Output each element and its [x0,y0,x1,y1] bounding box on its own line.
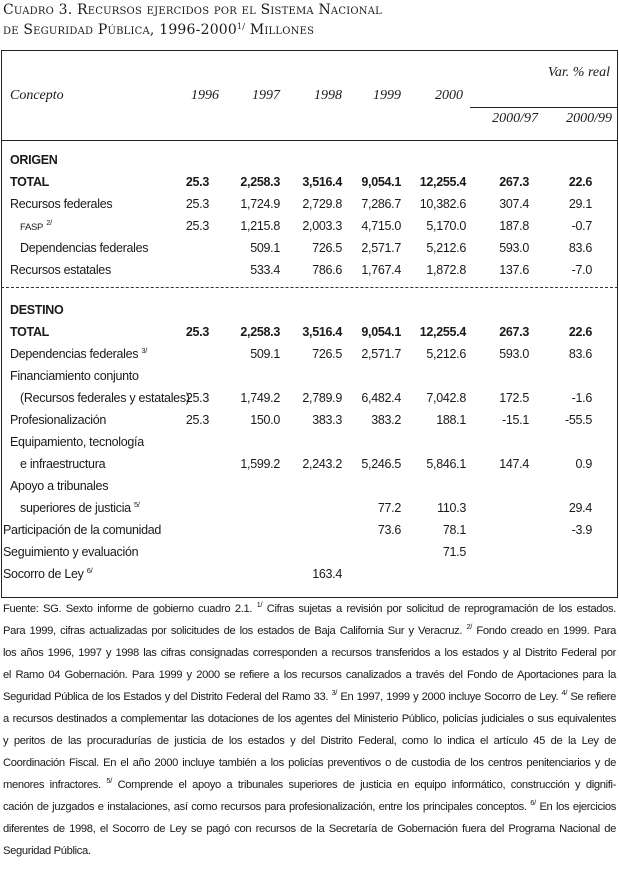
table-cell [466,365,529,387]
row-label [10,453,180,475]
footnote-line [3,708,616,730]
footnote-text: Comprende el apoyo a tribunales superiores de justicia en equipo informático, construcción y dignifi- [111,779,617,791]
title-units: Millones [245,22,315,38]
footnote-text: Coordinación Fiscal. En el año 2000 incluye también a los policías preventivos o de custodia de los centros penitenciarios y de [3,757,616,769]
table-cell: -0.7 [571,219,592,233]
table-cell [180,563,209,585]
row-label-text: superiores de justicia [20,501,131,515]
table-cell: 2,258.3 [240,175,280,189]
table-cell: 533.4 [250,263,280,277]
footnote-line [3,796,616,818]
table-cell: 593.0 [499,241,529,255]
table-cell: 1,599.2 [240,457,280,471]
table-cell: 29.1 [568,197,592,211]
row-label-text: Participación de la comunidad [3,523,162,537]
table-row [10,431,592,453]
table-cell: 12,255.4 [419,325,466,339]
footnote-marker: 6/ [86,566,93,575]
row-label [10,193,180,215]
row-label-text: Recursos estatales [10,263,111,277]
table-cell [209,541,280,563]
table-row [10,387,592,409]
footnote-text: a recursos destinados a complementar las dotaciones de los agentes del Ministerio Público, policías judiciales o sus equivalentes [3,713,616,725]
table-row [10,343,592,365]
footnote-text: Fuente: SG. Sexto informe de gobierno cuadro 2.1. [3,603,257,615]
table-cell: 383.3 [312,413,342,427]
row-label-text: TOTAL [10,325,50,339]
table-row [3,541,592,563]
table-cell: 2,729.8 [302,197,342,211]
table-cell: 12,255.4 [419,175,466,189]
table-cell: 150.0 [250,413,280,427]
footnote-line [3,840,616,862]
table-cell: 267.3 [499,325,529,339]
header-year-2000: 2000 [435,88,463,103]
row-label [10,475,180,497]
table-cell: 172.5 [499,391,529,405]
table-cell: 5,246.5 [361,457,401,471]
table-cell [180,259,209,281]
table-cell: 383.2 [371,413,401,427]
table-row [10,215,592,237]
footnote-text: Se refiere [567,691,616,703]
footnote-text: Cifras sujetas a revisión por solicitud de reprogramación de los estados. [262,603,616,615]
table-cell: 188.1 [436,413,466,427]
footnote-marker: 3/ [141,346,148,355]
table-cell: 267.3 [499,175,529,189]
table-cell: 3,516.4 [302,175,342,189]
row-label-text: FASP [20,222,44,233]
footnote-text: los años 1996, 1997 y 1998 las cifras consignadas corresponden a recursos transferidos a los estados y al Distrito Federal por [3,647,616,659]
footnote-line [3,730,616,752]
table-cell: 5,170.0 [426,219,466,233]
table-cell: 10,382.6 [419,197,466,211]
table-cell: 3,516.4 [302,325,342,339]
table-cell [280,431,342,453]
footnote-line [3,686,616,708]
footnote-line [3,774,616,796]
table-cell [180,541,209,563]
table-cell: 25.3 [185,219,209,233]
table-cell: 25.3 [185,391,209,405]
footnote-text: diferentes de 1998, el Socorro de Ley se pagó con recursos de la Secretaría de Gobernación fuera del Programa Nacional de [3,823,616,835]
footnote-text: el Ramo 04 Gobernación. Para 1999 y 2000 se refiere a los recursos canalizados a través del Fondo de Aportaciones para la [3,669,616,681]
row-label-text: Socorro de Ley [3,567,84,581]
table-cell [180,343,209,365]
footnote-line [3,620,616,642]
row-label [10,237,180,259]
header-var-2000-97: 2000/97 [492,111,538,126]
table-cell [180,431,209,453]
table-cell: 5,846.1 [426,457,466,471]
table-cell: -55.5 [565,413,592,427]
table-cell: 73.6 [377,523,401,537]
table-cell [401,365,466,387]
section-divider [1,287,618,288]
table-row [10,475,592,497]
table-cell: 4,715.0 [361,219,401,233]
row-label [3,541,180,563]
table-cell: 2,243.2 [302,457,342,471]
table-cell: 163.4 [312,567,342,581]
table-row [3,563,592,585]
table-cell: -15.1 [502,413,529,427]
table-cell: 9,054.1 [361,325,401,339]
row-label-text: Profesionalización [10,413,107,427]
section-heading [10,299,592,321]
footnote-line [3,818,616,840]
footnote-text: Fondo creado en 1999. Para [472,625,616,637]
row-label [10,171,180,193]
header-separator [1,140,618,141]
footnote-line [3,752,616,774]
table-row [10,453,592,475]
table-cell [180,365,209,387]
footnote-text: y peritos de las procuradurías de justicia de los estados y del Distrito Federal, como lo indica el artículo 45 de la Ley de [3,735,616,747]
table-cell: 25.3 [185,413,209,427]
row-label [10,431,180,453]
table-cell: 5,212.6 [426,347,466,361]
row-label-text: e infraestructura [20,457,106,471]
header-var-underline [470,107,617,108]
table-footnotes [3,598,616,862]
section-label: DESTINO [10,303,64,317]
footnote-text: En los ejercicios [535,801,617,813]
table-cell: 1,872.8 [426,263,466,277]
footnote-marker: 6/ [530,798,536,807]
table-cell: 137.6 [499,263,529,277]
table-row [10,365,592,387]
table-row [10,497,592,519]
table-cell: 25.3 [185,197,209,211]
header-year-1997: 1997 [252,88,280,103]
table-cell [466,519,529,541]
table-cell [401,431,466,453]
table-cell [401,475,466,497]
header-var-2000-99: 2000/99 [566,111,612,126]
title-footnote-marker: 1/ [237,22,246,31]
table-cell [180,475,209,497]
table-cell: 509.1 [250,347,280,361]
table-cell: 593.0 [499,347,529,361]
table-cell: 6,482.4 [361,391,401,405]
table-cell [180,519,209,541]
table-cell [342,475,401,497]
row-label [10,321,180,343]
row-label [10,387,190,409]
table-cell [529,365,592,387]
table-cell: 78.1 [442,523,466,537]
table-cell [280,541,342,563]
table-cell: 2,571.7 [361,347,401,361]
row-label [10,409,180,431]
row-label-text: Seguimiento y evaluación [3,545,139,559]
section-label: ORIGEN [10,153,58,167]
row-label [10,365,180,387]
table-cell [280,497,342,519]
table-cell: 726.5 [312,347,342,361]
row-label-text: Apoyo a tribunales [10,479,109,493]
footnote-marker: 5/ [106,776,112,785]
table-cell: 307.4 [499,197,529,211]
table-cell: 29.4 [568,501,592,515]
table-row [10,193,592,215]
row-label [10,259,180,281]
table-cell [209,519,280,541]
table-cell [209,497,280,519]
table-cell: -3.9 [571,523,592,537]
table-cell [180,237,209,259]
table-cell: 5,212.6 [426,241,466,255]
table-cell: 25.3 [185,175,209,189]
table-cell: -1.6 [571,391,592,405]
table-cell [209,365,280,387]
table-row [10,409,592,431]
table-cell: 83.6 [568,241,592,255]
table-cell: 2,789.9 [302,391,342,405]
table-cell [342,563,401,585]
table-cell: 1,749.2 [240,391,280,405]
table-cell [529,541,592,563]
table-cell [466,541,529,563]
table-row [3,519,592,541]
table-cell [280,519,342,541]
table-cell [209,431,280,453]
table-cell: 786.6 [312,263,342,277]
table-cell: 83.6 [568,347,592,361]
row-label-text: Dependencias federales [20,241,149,255]
table-cell [466,497,529,519]
footnote-text: Para 1999, cifras actualizadas por solicitudes de los estados de Baja California Sur y Veracruz. [3,625,467,637]
table-title-line-2 [3,22,314,38]
header-year-1999: 1999 [373,88,401,103]
header-var-real: Var. % real [547,65,610,80]
table-cell [529,431,592,453]
footnote-line [3,642,616,664]
table-row [10,171,592,193]
header-year-1996: 1996 [191,88,219,103]
footnote-marker: 2/ [466,622,473,631]
footnote-marker: 5/ [134,500,140,509]
footnote-line [3,598,616,620]
table-cell [280,475,342,497]
table-cell: 25.3 [185,325,209,339]
table-cell: 726.5 [312,241,342,255]
table-cell [466,563,529,585]
row-label-text: Financiamiento conjunto [10,369,139,383]
table-cell: 2,258.3 [240,325,280,339]
title-text: de Seguridad Pública, 1996-2000 [3,22,238,38]
table-cell: 22.6 [568,175,592,189]
footnote-marker: 2/ [46,218,52,227]
row-label-text: Recursos federales [10,197,113,211]
table-cell: 2,003.3 [302,219,342,233]
table-cell: 1,215.8 [240,219,280,233]
table-cell: 2,571.7 [361,241,401,255]
table-cell: 509.1 [250,241,280,255]
row-label [10,215,180,239]
table-cell [529,563,592,585]
table-cell: 187.8 [499,219,529,233]
table-cell [180,453,209,475]
table-cell: 110.3 [437,501,466,515]
footnote-line [3,664,616,686]
table-cell: 147.4 [499,457,529,471]
table-cell: 9,054.1 [361,175,401,189]
table-cell: 0.9 [575,457,592,471]
table-row [10,237,592,259]
footnote-marker: 3/ [331,688,338,697]
table-cell [209,563,280,585]
row-label [10,343,180,365]
header-year-1998: 1998 [314,88,342,103]
table-cell: 1,724.9 [240,197,280,211]
table-cell [529,475,592,497]
table-cell: -7.0 [571,263,592,277]
table-cell [466,431,529,453]
row-label-text: Equipamiento, tecnología [10,435,144,449]
table-cell [401,563,466,585]
table-cell [180,497,209,519]
footnote-marker: 4/ [561,688,568,697]
table-cell: 1,767.4 [361,263,401,277]
footnote-marker: 1/ [256,600,263,609]
table-cell [280,365,342,387]
table-row [10,259,592,281]
row-label [10,497,180,519]
row-label [3,563,180,585]
footnote-text: Seguridad Pública. [3,845,91,857]
table-cell [209,475,280,497]
footnote-text: menores infractores. [3,779,107,791]
footnote-text: cación de juzgados e instalaciones, así como recursos para profesionalización, entre los principales conceptos. [3,801,531,813]
footnote-text: En 1997, 1999 y 2000 incluye Socorro de Ley. [337,691,562,703]
table-cell: 7,042.8 [426,391,466,405]
table-cell: 7,286.7 [361,197,401,211]
table-cell [342,431,401,453]
table-cell: 71.5 [442,545,466,559]
table-cell [466,475,529,497]
table-row [10,321,592,343]
table-cell: 22.6 [568,325,592,339]
section-heading [10,149,592,171]
header-concepto: Concepto [10,88,64,103]
row-label-text: TOTAL [10,175,50,189]
row-label [3,519,180,541]
table-cell [342,365,401,387]
table-cell: 77.2 [377,501,401,515]
row-label-text: (Recursos federales y estatales) [20,391,190,405]
table-title-line-1: Cuadro 3. Recursos ejercidos por el Sistema Nacional [3,2,382,18]
table-cell [342,541,401,563]
row-label-text: Dependencias federales [10,347,139,361]
footnote-text: Seguridad Pública de los Estados y del Distrito Federal del Ramo 33. [3,691,332,703]
